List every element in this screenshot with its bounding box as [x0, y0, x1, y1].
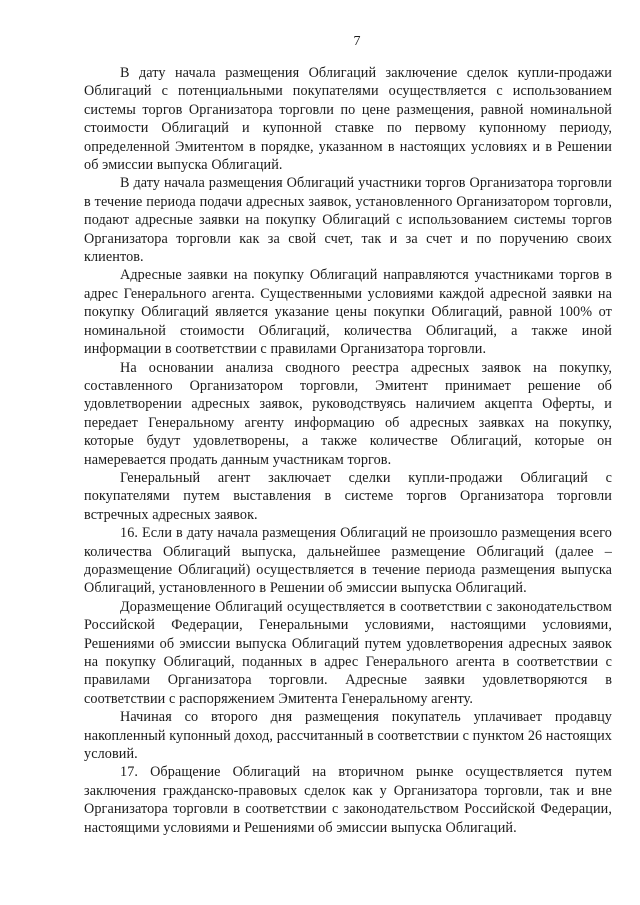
paragraph: На основании анализа сводного реестра адресных заявок на покупку, составленного Организатором торговли, Эмитент принимает решение об удовлетворении адресных заявок, руководствуясь наличием акцепта Оферты, и передает Генеральному агенту информацию об адресных заявках на покупку, которые будут удовлетворены, а также количестве Облигаций, которые он намеревается продать данным участникам торгов.: [84, 359, 612, 468]
paragraph: Доразмещение Облигаций осуществляется в соответствии с законодательством Российской Федерации, Генеральными условиями, настоящими условиями, Решениями об эмиссии выпуска Облигаций путем удовлетворения адресных заявок на покупку Облигаций, поданных в адрес Генерального агента в соответствии с правилами Организатора торговли. Адресные заявки удовлетворяются в соответствии с распоряжением Эмитента Генеральному агенту.: [84, 598, 612, 707]
paragraph: Генеральный агент заключает сделки купли-продажи Облигаций с покупателями путем выставления в системе торгов Организатора торговли встречных адресных заявок.: [84, 469, 612, 523]
paragraph: Начиная со второго дня размещения покупатель уплачивает продавцу накопленный купонный доход, рассчитанный в соответствии с пунктом 26 настоящих условий.: [84, 709, 612, 763]
paragraph-section-16: 16. Если в дату начала размещения Облигаций не произошло размещения всего количества Облигаций выпуска, дальнейшее размещение Облигаций (далее – доразмещение Облигаций) осуществляется в течение периода размещения выпуска Облигаций, установленного в Решении об эмиссии выпуска Облигаций.: [84, 525, 612, 597]
page-number: 7: [353, 34, 361, 49]
paragraph: В дату начала размещения Облигаций заключение сделок купли-продажи Облигаций с потенциальными покупателями осуществляется с использованием системы торгов Организатора торговли по цене размещения, равной номинальной стоимости Облигаций и купонной ставке по первому купонному периоду, определенной Эмитентом в порядке, указанном в настоящих условиях и в Решении об эмиссии выпуска Облигаций.: [84, 65, 612, 174]
paragraph: Адресные заявки на покупку Облигаций направляются участниками торгов в адрес Генерального агента. Существенными условиями каждой адресной заявки на покупку Облигаций является указание цены покупки Облигаций, равной 100% от номинальной стоимости Облигаций, количества Облигаций, а также иной информации в соответствии с правилами Организатора торговли.: [84, 267, 612, 358]
paragraph: В дату начала размещения Облигаций участники торгов Организатора торговли в течение периода подачи адресных заявок, установленного Организатором торговли, подают адресные заявки на покупку Облигаций с использованием системы торгов Организатора торговли как за свой счет, так и за счет и по поручению своих клиентов.: [84, 175, 612, 266]
paragraph-section-17: 17. Обращение Облигаций на вторичном рынке осуществляется путем заключения гражданско-правовых сделок как у Организатора торговли, так и вне Организатора торговли в соответствии с законодательством Российской Федерации, настоящими условиями и Решениями об эмиссии выпуска Облигаций.: [84, 764, 612, 836]
